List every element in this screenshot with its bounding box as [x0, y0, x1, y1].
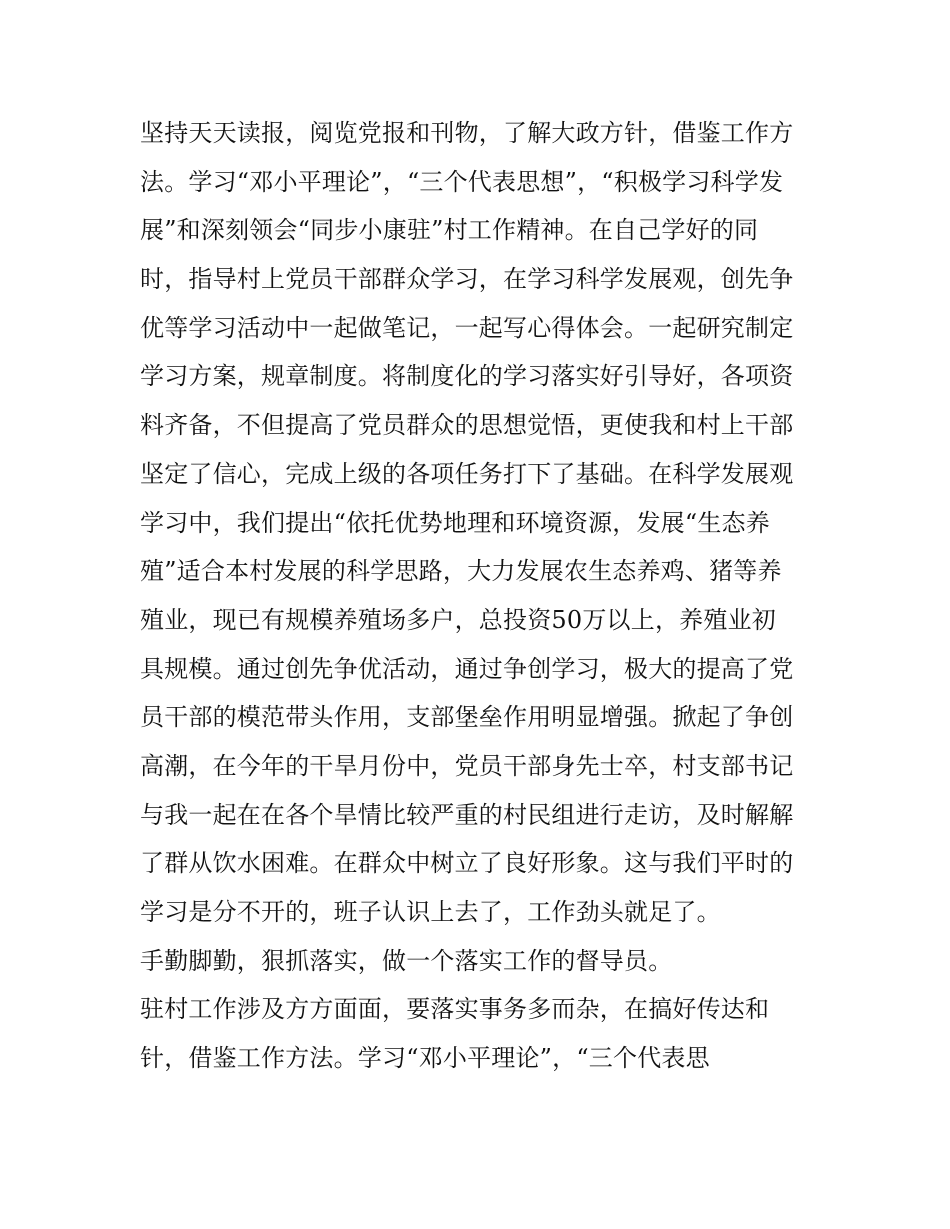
text-line: 殖业，现已有规模养殖场多户，总投资50万以上，养殖业初	[140, 605, 776, 634]
text-line: 法。学习“邓小平理论”，“三个代表思想”，“积极学习科学发	[140, 167, 784, 196]
text-line: 学习方案，规章制度。将制度化的学习落实好引导好，各项资	[140, 362, 794, 391]
text-line: 坚定了信心，完成上级的各项任务打下了基础。在科学发展观	[140, 459, 794, 488]
text-line: 殖”适合本村发展的科学思路，大力发展农生态养鸡、猪等养	[140, 557, 782, 586]
text-line: 高潮，在今年的干旱月份中，党员干部身先士卒，村支部书记	[140, 751, 794, 780]
text-line: 了群从饮水困难。在群众中树立了良好形象。这与我们平时的	[140, 849, 794, 878]
section-heading: 手勤脚勤，狠抓落实，做一个落实工作的督导员。	[140, 946, 673, 975]
text-line: 具规模。通过创先争优活动，通过争创学习，极大的提高了党	[140, 654, 794, 683]
text-line: 学习中，我们提出“依托优势地理和环境资源，发展“生态养	[140, 508, 770, 537]
text-line: 针，借鉴工作方法。学习“邓小平理论”，“三个代表思	[140, 1044, 710, 1073]
text-line: 时，指导村上党员干部群众学习，在学习科学发展观，创先争	[140, 265, 794, 294]
text-line: 展”和深刻领会“同步小康驻”村工作精神。在自己学好的同	[140, 216, 759, 245]
text-line: 驻村工作涉及方方面面，要落实事务多而杂，在搞好传达和	[140, 995, 770, 1024]
text-line: 员干部的模范带头作用，支部堡垒作用明显增强。掀起了争创	[140, 703, 794, 732]
text-line: 坚持天天读报，阅览党报和刊物，了解大政方针，借鉴工作方	[140, 119, 794, 147]
text-line: 料齐备，不但提高了党员群众的思想觉悟，更使我和村上干部	[140, 411, 794, 440]
document-body	[140, 109, 820, 1083]
text-line: 与我一起在在各个旱情比较严重的村民组进行走访，及时解解	[140, 800, 794, 829]
text-line: 学习是分不开的，班子认识上去了，工作劲头就足了。	[140, 898, 721, 926]
text-line: 优等学习活动中一起做笔记，一起写心得体会。一起研究制定	[140, 313, 794, 342]
